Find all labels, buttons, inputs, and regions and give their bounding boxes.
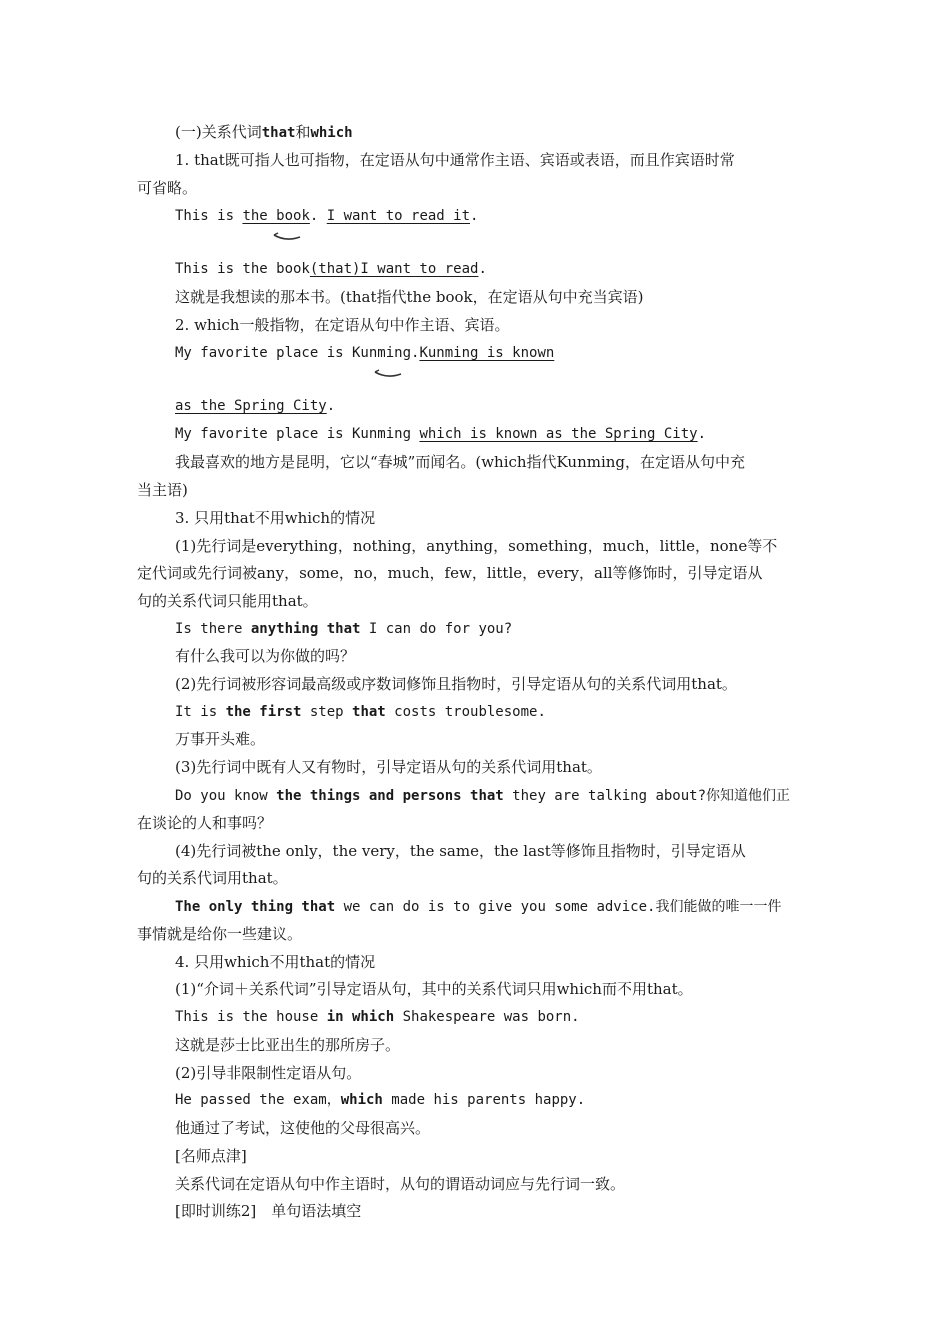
rule-4-example-line-1: The only thing that we can do is to give you some advice.我们能做的唯一一件	[175, 899, 782, 915]
rule-1-line-1: (1)先行词是everything，nothing，anything，something，much，little，none等不	[175, 537, 778, 555]
rule-4-example-line-2: 事情就是给你一些建议。	[137, 925, 303, 943]
rule-1-translation: 有什么我可以为你做的吗？	[175, 647, 356, 665]
example-1-combined: This is the book(that)I want to read.	[175, 261, 487, 277]
example-2-continued: as the Spring City.	[175, 398, 336, 414]
example-2-sentence: My favorite place is Kunming.Kunming is known	[175, 345, 555, 361]
rule-4-line-1: (4)先行词被the only，the very，the same，the last等修饰且指物时，引导定语从	[175, 842, 746, 860]
tip-title: [名师点津]	[175, 1147, 247, 1165]
paragraph-1-line-2: 可省略。	[137, 179, 198, 197]
example-1-translation: 这就是我想读的那本书。(that指代the book，在定语从句中充当宾语)	[175, 288, 644, 306]
example-2-combined: My favorite place is Kunming which is known as the Spring City.	[175, 426, 707, 442]
rule-4-line-2: 句的关系代词用that。	[137, 869, 288, 887]
example-2-translation-line-2: 当主语)	[137, 481, 188, 499]
paragraph-1-line-1: 1. that既可指人也可指物，在定语从句中通常作主语、宾语或表语，而且作宾语时常	[175, 151, 735, 169]
rule-3: (3)先行词中既有人又有物时，引导定语从句的关系代词用that。	[175, 758, 602, 776]
which-rule-2-translation: 他通过了考试，这使他的父母很高兴。	[175, 1119, 431, 1137]
which-rule-2-example: He passed the exam，which made his parents happy.	[175, 1092, 586, 1108]
rule-1-line-2: 定代词或先行词被any，some，no，much，few，little，every，all等修饰时，引导定语从	[137, 564, 763, 582]
rule-2: (2)先行词被形容词最高级或序数词修饰且指物时，引导定语从句的关系代词用that。	[175, 675, 737, 693]
example-2-translation-line-1: 我最喜欢的地方是昆明，它以“春城”而闻名。(which指代Kunming，在定语从句中充	[175, 453, 746, 471]
example-1-sentence: This is the book. I want to read it.	[175, 208, 479, 224]
link-arrow-icon	[272, 232, 304, 244]
paragraph-3: 3. 只用that不用which的情况	[175, 509, 376, 527]
rule-2-example: It is the first step that costs troublesome.	[175, 704, 546, 720]
rule-1-example: Is there anything that I can do for you?	[175, 621, 513, 637]
paragraph-2: 2. which一般指物，在定语从句中作主语、宾语。	[175, 316, 510, 334]
paragraph-4: 4. 只用which不用that的情况	[175, 953, 376, 971]
rule-2-translation: 万事开头难。	[175, 730, 266, 748]
which-rule-1-example: This is the house in which Shakespeare was born.	[175, 1009, 580, 1025]
rule-3-example-line-1: Do you know the things and persons that they are talking about?你知道他们正	[175, 788, 791, 804]
which-rule-1-translation: 这就是莎士比亚出生的那所房子。	[175, 1036, 401, 1054]
rule-3-example-line-2: 在谈论的人和事吗？	[137, 814, 273, 832]
drill-heading: [即时训练2] 单句语法填空	[175, 1202, 362, 1220]
rule-1-line-3: 句的关系代词只能用that。	[137, 592, 318, 610]
which-rule-1: (1)“介词＋关系代词”引导定语从句，其中的关系代词只用which而不用that。	[175, 980, 693, 998]
tip-text: 关系代词在定语从句中作主语时，从句的谓语动词应与先行词一致。	[175, 1175, 626, 1193]
which-rule-2: (2)引导非限制性定语从句。	[175, 1064, 362, 1082]
section-heading: (一)关系代词that和which	[175, 123, 353, 141]
link-arrow-icon	[373, 369, 405, 381]
